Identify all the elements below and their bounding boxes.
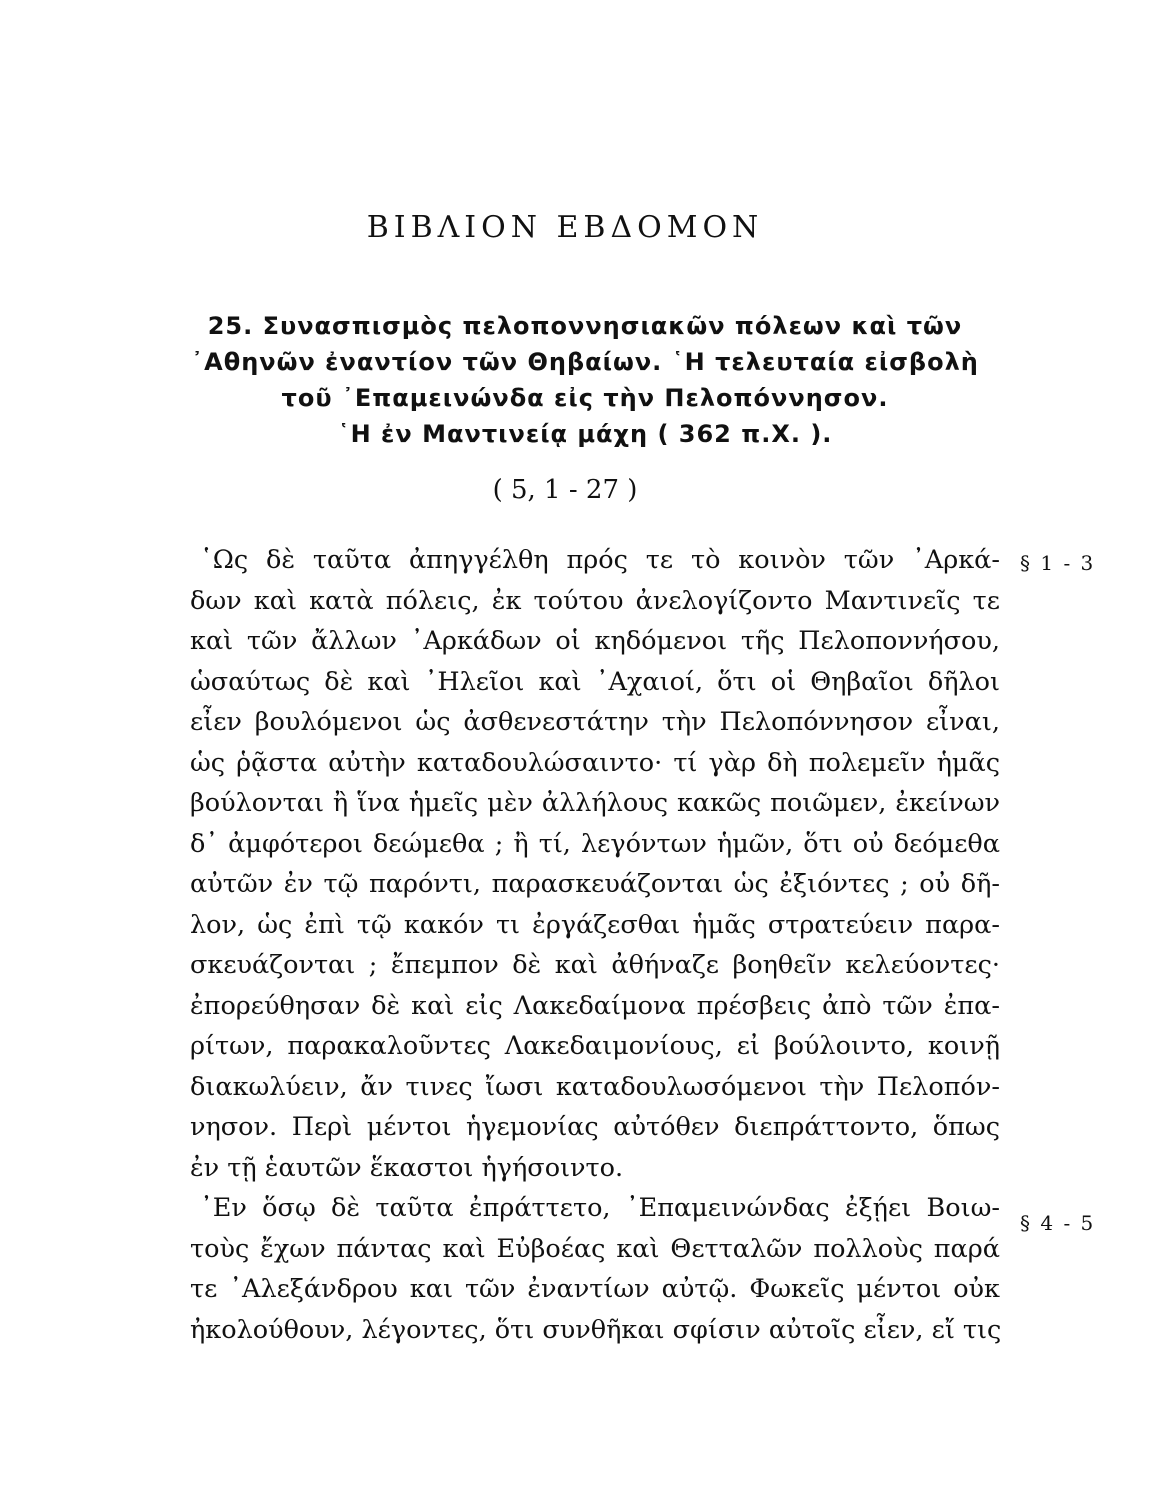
text-line: νησον. Περὶ μέντοι ἡγεμονίας αὐτόθεν διεπράττοντο, ὅπως <box>190 1112 1000 1142</box>
section-heading <box>140 308 1030 452</box>
text-line: βούλονται ἢ ἵνα ἡμεῖς μὲν ἀλλήλους κακῶς ποιῶμεν, ἐκείνων <box>190 788 1000 818</box>
text-line: ῾Ως δὲ ταῦτα ἀπηγγέλθη πρός τε τὸ κοινὸν τῶν ᾿Αρκά- <box>200 545 1000 575</box>
section-heading-line: 25. Συνασπισμὸς πελοποννησιακῶν πόλεων καὶ τῶν <box>207 312 963 340</box>
text-line: ὡς ῥᾷστα αὐτὴν καταδουλώσαιντο· τί γὰρ δὴ πολεμεῖν ἡμᾶς <box>190 747 1000 778</box>
text-line: καὶ τῶν ἄλλων ᾿Αρκάδων οἱ κηδόμενοι τῆς Πελοποννήσου, <box>190 626 1000 656</box>
section-heading-line: τοῦ ᾿Επαμεινώνδα εἰς τὴν Πελοπόννησον. <box>281 384 889 412</box>
section-heading-line: ᾿Αθηνῶν ἐναντίον τῶν Θηβαίων. ῾Η τελευταία εἰσβολὴ <box>191 348 979 376</box>
text-line: δ᾿ ἀμφότεροι δεώμεθα ; ἢ τί, λεγόντων ἡμῶν, ὅτι οὐ δεόμεθα <box>190 828 1000 859</box>
margin-section-note: § 4 - 5 <box>1020 1211 1096 1235</box>
text-line: τοὺς ἔχων πάντας καὶ Εὐβοέας καὶ Θετταλῶν πολλοὺς παρά <box>190 1233 1000 1264</box>
text-line: ἐν τῇ ἑαυτῶν ἕκαστοι ἡγήσοιντο. <box>190 1152 624 1183</box>
margin-section-note: § 1 - 3 <box>1020 551 1096 575</box>
section-heading-line: ῾Η ἐν Μαντινείᾳ μάχη ( 362 π.Χ. ). <box>337 420 833 448</box>
book-title: ΒΙΒΛΙΟΝ ΕΒΔΟΜΟΝ <box>366 210 764 245</box>
text-line: ἠκολούθουν, λέγοντες, ὅτι συνθῆκαι σφίσιν αὐτοῖς εἶεν, εἴ τις <box>190 1314 1002 1345</box>
text-line: ρίτων, παρακαλοῦντες Λακεδαιμονίους, εἰ βούλοιντο, κοινῇ <box>190 1031 1000 1061</box>
text-line: αὐτῶν ἐν τῷ παρόντι, παρασκευάζονται ὡς ἐξιόντες ; οὐ δῆ- <box>190 869 1000 899</box>
text-line: λον, ὡς ἐπὶ τῷ κακόν τι ἐργάζεσθαι ἡμᾶς στρατεύειν παρα- <box>190 909 1000 940</box>
text-line: τε ᾿Αλεξάνδρου και τῶν ἐναντίων αὐτῷ. Φωκεῖς μέντοι οὐκ <box>190 1274 1000 1304</box>
text-line: ὡσαύτως δὲ καὶ ᾿Ηλεῖοι καὶ ᾿Αχαιοί, ὅτι οἱ Θηβαῖοι δῆλοι <box>190 666 1000 697</box>
text-line: δων καὶ κατὰ πόλεις, ἐκ τούτου ἀνελογίζοντο Μαντινεῖς τε <box>190 585 1000 616</box>
text-line: σκευάζονται ; ἔπεμπον δὲ καὶ ἀθήναζε βοηθεῖν κελεύοντες· <box>190 950 1000 980</box>
text-line: ἐπορεύθησαν δὲ καὶ εἰς Λακεδαίμονα πρέσβεις ἀπὸ τῶν ἐπα- <box>190 990 1000 1021</box>
text-line: διακωλύειν, ἄν τινες ἴωσι καταδουλωσόμενοι τὴν Πελοπόν- <box>190 1071 1000 1102</box>
passage-reference: ( 5, 1 - 27 ) <box>492 475 638 505</box>
text-line: ᾿Εν ὅσῳ δὲ ταῦτα ἐπράττετο, ᾿Επαμεινώνδας ἐξῄει Βοιω- <box>200 1193 1000 1223</box>
text-line: εἶεν βουλόμενοι ὡς ἀσθενεστάτην τὴν Πελοπόννησον εἶναι, <box>190 707 1000 737</box>
body-text <box>190 540 1000 1350</box>
